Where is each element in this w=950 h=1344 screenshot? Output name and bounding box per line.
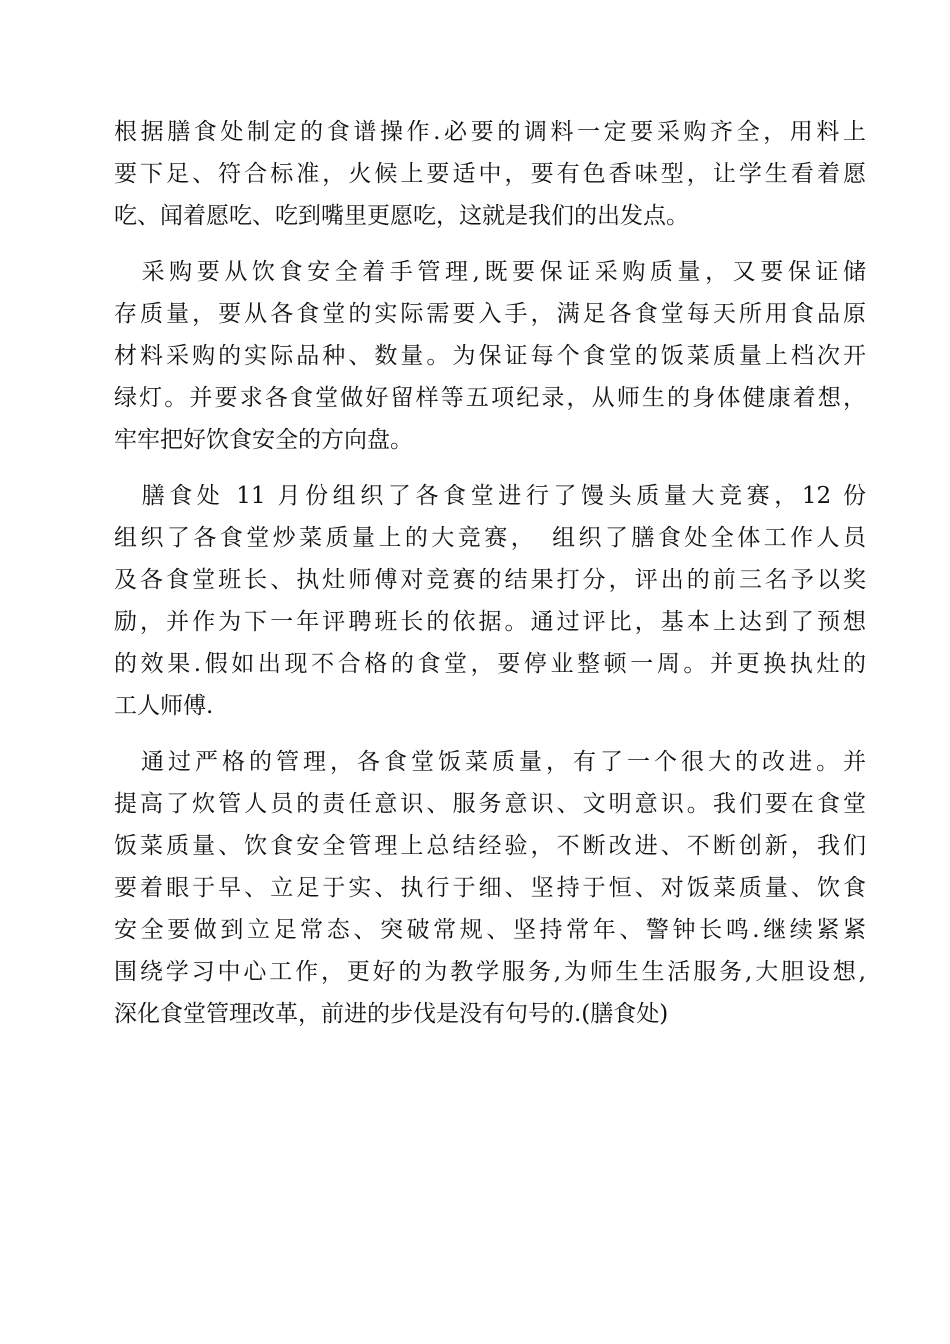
text-line: 根据膳食处制定的食谱操作.必要的调料一定要采购齐全，用料上 (114, 119, 866, 145)
text-line: 存质量，要从各食堂的实际需要入手，满足各食堂每天所用食品原 (114, 301, 866, 327)
document-body (114, 111, 866, 1035)
text-line: 饭菜质量、饮食安全管理上总结经验，不断改进、不断创新，我们 (114, 833, 866, 859)
text-line: 牢牢把好饮食安全的方向盘。 (114, 427, 413, 453)
paragraph-competition (114, 475, 866, 727)
text-line: 吃、闻着愿吃、吃到嘴里更愿吃，这就是我们的出发点。 (114, 203, 689, 229)
text-line: 通过严格的管理，各食堂饭菜质量，有了一个很大的改进。并 (114, 749, 866, 775)
text-line: 材料采购的实际品种、数量。为保证每个食堂的饭菜质量上档次开 (114, 343, 866, 369)
text-line: 要着眼于早、立足于实、执行于细、坚持于恒、对饭菜质量、饮食 (114, 875, 866, 901)
paragraph-spacing (114, 461, 866, 475)
text-line: 励，并作为下一年评聘班长的依据。通过评比，基本上达到了预想 (114, 609, 866, 635)
text-line: 安全要做到立足常态、突破常规、坚持常年、警钟长鸣.继续紧紧 (114, 917, 866, 943)
text-line: 要下足、符合标准，火候上要适中，要有色香味型，让学生看着愿 (114, 161, 866, 187)
paragraph-procurement (114, 251, 866, 461)
text-line: 提高了炊管人员的责任意识、服务意识、文明意识。我们要在食堂 (114, 791, 866, 817)
paragraph-spacing (114, 727, 866, 741)
text-line: 绿灯。并要求各食堂做好留样等五项纪录，从师生的身体健康着想， (114, 385, 866, 411)
text-line: 深化食堂管理改革，前进的步伐是没有句号的.(膳食处) (114, 1001, 669, 1027)
text-line: 组织了各食堂炒菜质量上的大竞赛， 组织了膳食处全体工作人员 (114, 525, 866, 551)
paragraph-conclusion (114, 741, 866, 1035)
paragraph-spacing (114, 237, 866, 251)
text-line: 采购要从饮食安全着手管理,既要保证采购质量，又要保证储 (114, 259, 866, 285)
paragraph-recipe (114, 111, 866, 237)
text-line: 及各食堂班长、执灶师傅对竞赛的结果打分，评出的前三名予以奖 (114, 567, 866, 593)
text-line: 膳食处 11 月份组织了各食堂进行了馒头质量大竞赛，12 份 (114, 483, 866, 509)
text-line: 工人师傅. (114, 693, 214, 719)
text-line: 围绕学习中心工作，更好的为教学服务,为师生生活服务,大胆设想, (114, 959, 866, 985)
text-line: 的效果.假如出现不合格的食堂，要停业整顿一周。并更换执灶的 (114, 651, 866, 677)
